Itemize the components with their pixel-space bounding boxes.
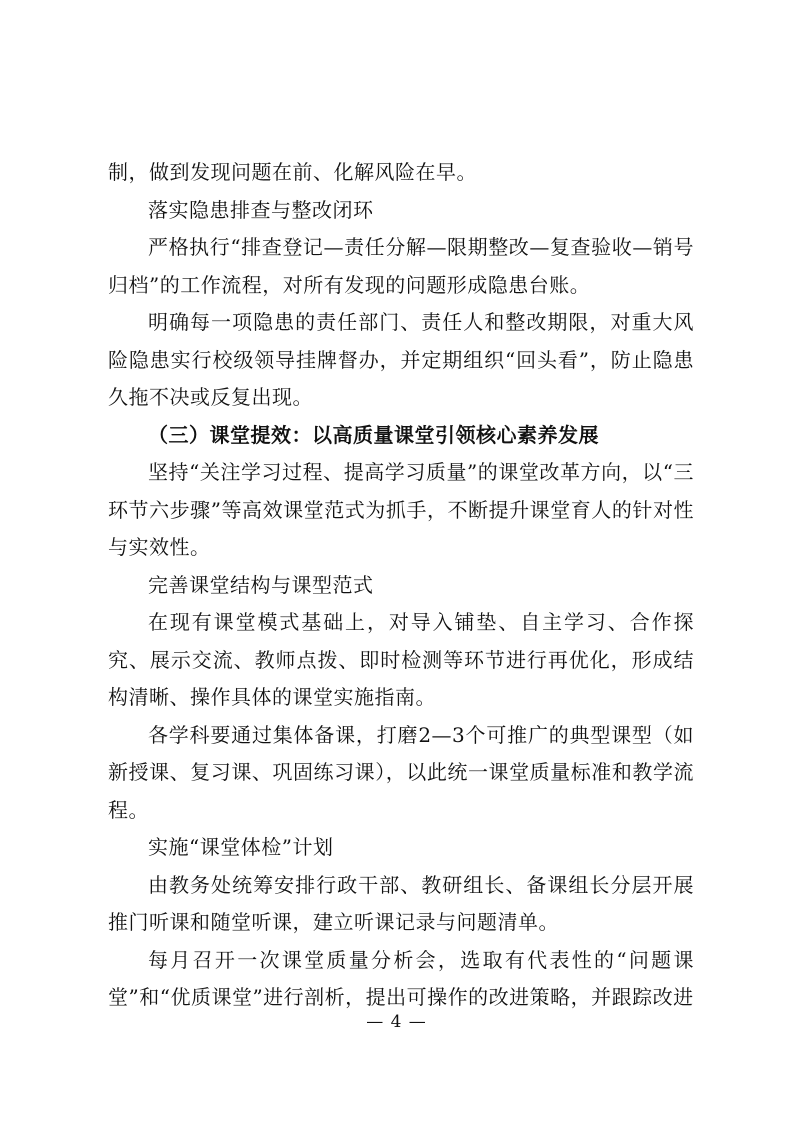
- subheading-hazard-rectification: 落实隐患排查与整改闭环: [148, 197, 374, 222]
- paragraph-monthly-analysis: 每月召开一次课堂质量分析会，选取有代表性的“问题课堂”和“优质课堂”进行剖析，提出可操作的改进策略，并跟踪改进: [108, 947, 694, 1009]
- paragraph-responsibility: 明确每一项隐患的责任部门、责任人和整改期限，对重大风险隐患实行校级领导挂牌督办，并定期组织“回头看”，防止隐患久拖不决或反复出现。: [108, 310, 694, 409]
- paragraph-classroom-optimize: 在现有课堂模式基础上，对导入铺垫、自主学习、合作探究、展示交流、教师点拨、即时检测等环节进行再优化，形成结构清晰、操作具体的课堂实施指南。: [108, 610, 694, 709]
- paragraph-classroom-reform: 坚持“关注学习过程、提高学习质量”的课堂改革方向，以“三环节六步骤”等高效课堂范式为抓手，不断提升课堂育人的针对性与实效性。: [108, 460, 694, 559]
- subheading-classroom-structure: 完善课堂结构与课型范式: [148, 572, 374, 597]
- paragraph-lesson-observation: 由教务处统筹安排行政干部、教研组长、备课组长分层开展推门听课和随堂听课，建立听课记录与问题清单。: [108, 872, 694, 934]
- subheading-classroom-checkup: 实施“课堂体检”计划: [148, 835, 334, 859]
- page-number: — 4 —: [366, 1012, 427, 1032]
- document-body: [108, 154, 694, 1017]
- paragraph-workflow: 严格执行“排查登记—责任分解—限期整改—复查验收—销号归档”的工作流程，对所有发现的问题形成隐患台账。: [108, 235, 694, 297]
- section-heading-classroom: （三）课堂提效：以高质量课堂引领核心素养发展: [148, 422, 599, 447]
- paragraph-lesson-types: 各学科要通过集体备课，打磨2—3个可推广的典型课型（如新授课、复习课、巩固练习课），以此统一课堂质量标准和教学流程。: [108, 722, 694, 822]
- continuation-paragraph: 制，做到发现问题在前、化解风险在早。: [108, 160, 477, 184]
